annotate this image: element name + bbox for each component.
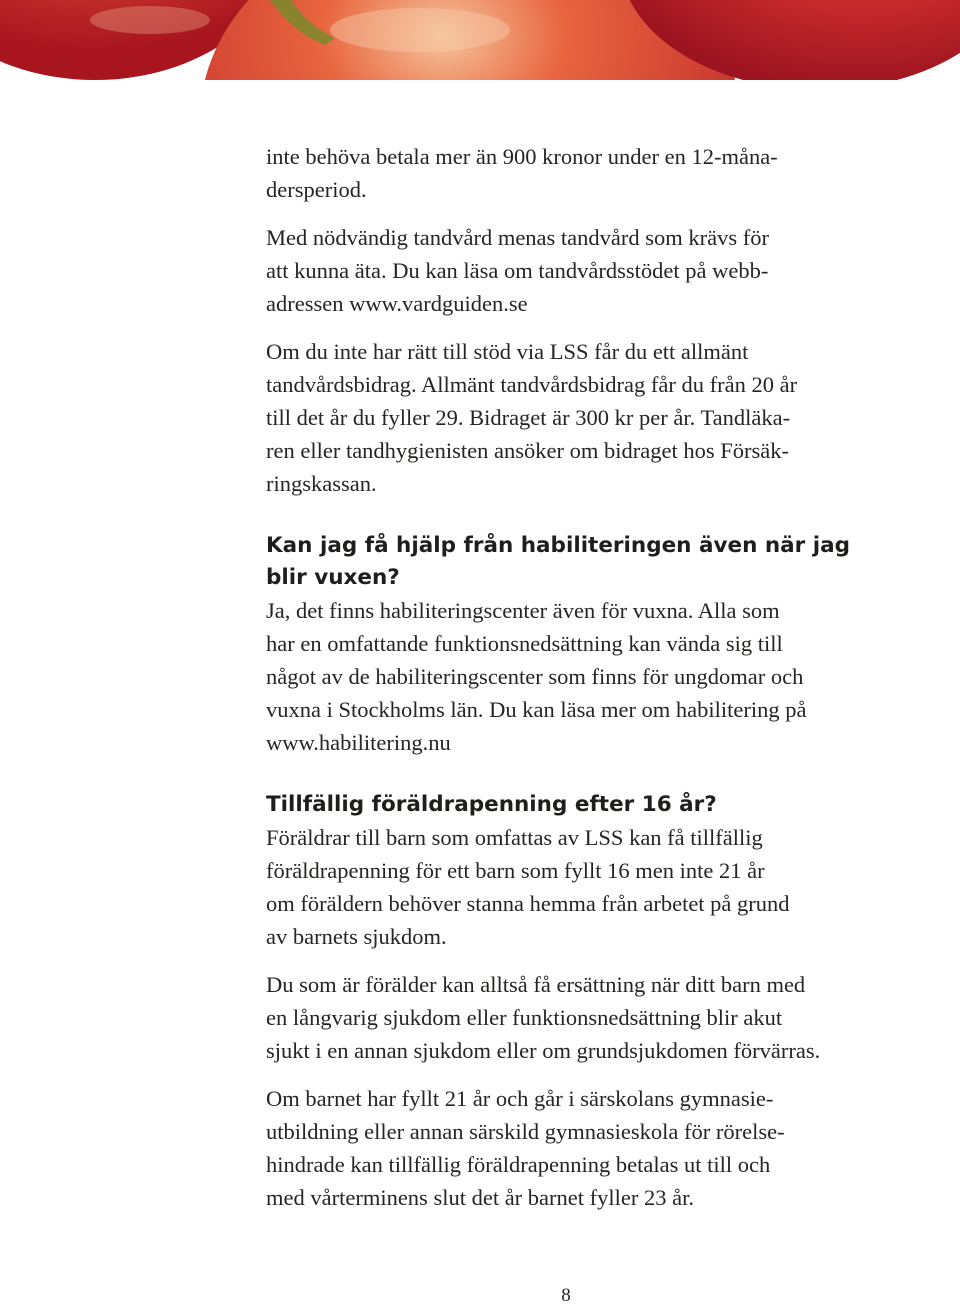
- necessary-care-paragraph: Med nödvändig tandvård menas tandvård som krävs för att kunna äta. Du kan läsa om tandvårdsstödet på webb- adressen www.vardguiden.se: [266, 225, 769, 316]
- habilitation-heading: Kan jag få hjälp från habiliteringen även när jag blir vuxen?: [266, 533, 851, 590]
- general-grant-paragraph: Om du inte har rätt till stöd via LSS får du ett allmänt tandvårdsbidrag. Allmänt tandvårdsbidrag får du från 20 år till det år du fyller 29. Bidraget är 300 kr per år. Tandläka- ren eller tandhygienisten ansöker om bidraget hos Försäk- ringskassan.: [266, 339, 798, 496]
- parental-benefit-paragraph-3: Om barnet har fyllt 21 år och går i särskolans gymnasie- utbildning eller annan särskild gymnasieskola för rörelse- hindrade kan tillfällig föräldrapenning betalas ut till och med vårterminens slut det år barnet fyller 23 år.: [266, 1086, 785, 1210]
- banner-apple-photo: [0, 0, 960, 80]
- parental-benefit-paragraph-1: Föräldrar till barn som omfattas av LSS kan få tillfällig föräldrapenning för ett barn som fyllt 16 men inte 21 år om föräldern behöver stanna hemma från arbetet på grund av barnets sjukdom.: [266, 825, 790, 949]
- document-body: [266, 140, 876, 1214]
- intro-paragraph: inte behöva betala mer än 900 kronor under en 12-måna- dersperiod.: [266, 144, 778, 202]
- parental-benefit-heading: Tillfällig föräldrapenning efter 16 år?: [266, 792, 717, 817]
- parental-benefit-paragraph-2: Du som är förälder kan alltså få ersättning när ditt barn med en långvarig sjukdom eller funktionsnedsättning blir akut sjukt i en annan sjukdom eller om grundsjukdomen förvärras.: [266, 972, 821, 1063]
- apple-photo-illustration: [0, 0, 960, 80]
- habilitation-paragraph: Ja, det finns habiliteringscenter även för vuxna. Alla som har en omfattande funktionsnedsättning kan vända sig till något av de habiliteringscenter som finns för ungdomar och vuxna i Stockholms län. Du kan läsa mer om habilitering på www.habilitering.nu: [266, 598, 807, 755]
- page-number: 8: [561, 1285, 571, 1306]
